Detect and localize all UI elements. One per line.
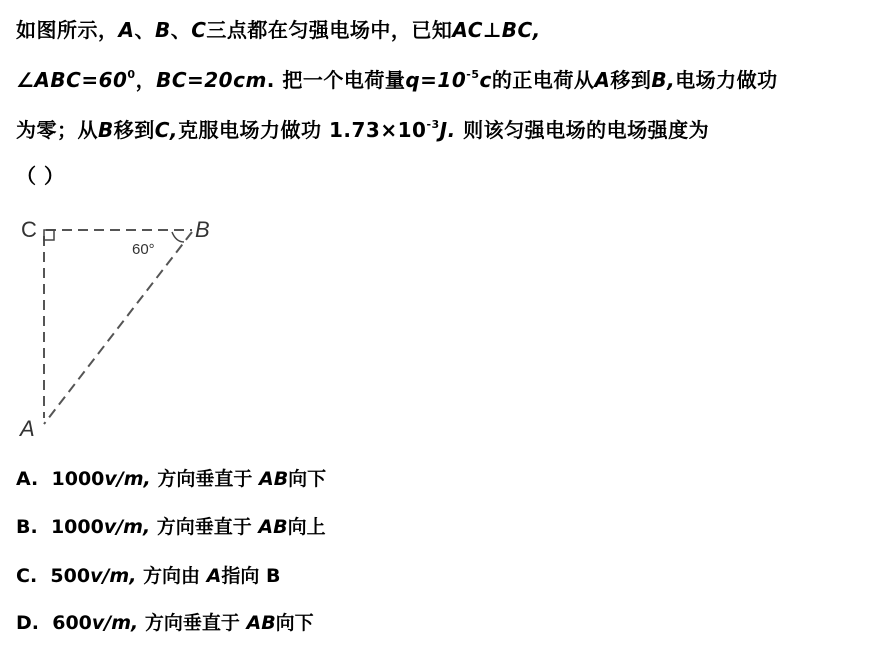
label-b: B [195,217,210,242]
option-unit: v/m, [90,565,137,587]
label-a: A [20,416,35,441]
option-text: 向下 [288,468,327,490]
point-b: B [154,18,171,42]
charge-value: q=10 [405,68,467,92]
question-line-2 [16,64,778,93]
point-a: A [118,18,135,42]
option-letter: D. [16,612,39,634]
option-segment: AB [258,468,289,490]
text: 三点都在匀强电场中，已知 [206,18,453,42]
degree-sup: 0 [127,68,136,81]
option-text: 方向垂直于 [150,516,259,538]
option-c[interactable] [16,561,280,588]
text: 的正电荷从 [491,68,595,92]
option-text: 向下 [275,612,314,634]
option-d[interactable] [16,608,314,635]
text: 移到 [610,68,652,92]
point-b: B [98,118,114,142]
text: 为零；从 [16,118,98,142]
charge-unit: c [479,68,492,92]
angle-label: 60° [132,241,155,258]
option-text: 方向垂直于 [138,612,247,634]
option-segment: AB [258,516,288,538]
text: ， [135,68,157,92]
exponent: -5 [466,68,480,81]
exponent: -3 [426,118,440,131]
option-segment: A [206,565,222,587]
option-letter: B. [16,516,38,538]
option-text: 指向 B [221,565,281,587]
text: 则该匀强电场的电场强度为 [455,118,710,142]
side-ab [44,232,192,424]
bc-length: BC=20cm [156,68,267,92]
question-line-3 [16,114,709,143]
perpendicular-condition: AC⊥BC, [452,18,541,42]
option-segment: AB [246,612,276,634]
label-c: C [21,217,37,242]
work-unit: J. [439,118,456,142]
question-line-1 [16,14,541,43]
option-value: 500 [50,565,91,587]
text: 电场力做功 [675,68,778,92]
option-text: 方向由 [136,565,207,587]
text: 如图所示， [16,18,119,42]
text: 、 [134,18,155,42]
right-angle-marker [44,230,54,240]
option-text: 方向垂直于 [150,468,259,490]
text: 移到 [113,118,155,142]
option-unit: v/m, [103,516,151,538]
option-letter: A. [16,468,39,490]
option-unit: v/m, [91,612,139,634]
text: 、 [170,18,192,42]
option-letter: C. [16,565,38,587]
point-a: A [594,68,611,92]
option-value: 1000 [51,468,105,490]
option-text: 向上 [287,516,326,538]
option-unit: v/m, [104,468,151,490]
text: . 把一个电荷量 [266,68,406,92]
option-value: 1000 [50,516,104,538]
option-b[interactable] [16,512,326,539]
angle-text: ∠ABC=60 [16,68,128,92]
work-text: 克服电场力做功 1.73×10 [178,118,427,142]
point-c: C, [154,118,179,142]
angle-arc [172,232,184,242]
option-a[interactable] [16,464,326,491]
point-c: C [191,18,207,42]
option-value: 600 [52,612,92,634]
answer-blank: （ ） [16,164,65,188]
triangle-figure [14,210,224,442]
point-b: B, [651,68,676,92]
